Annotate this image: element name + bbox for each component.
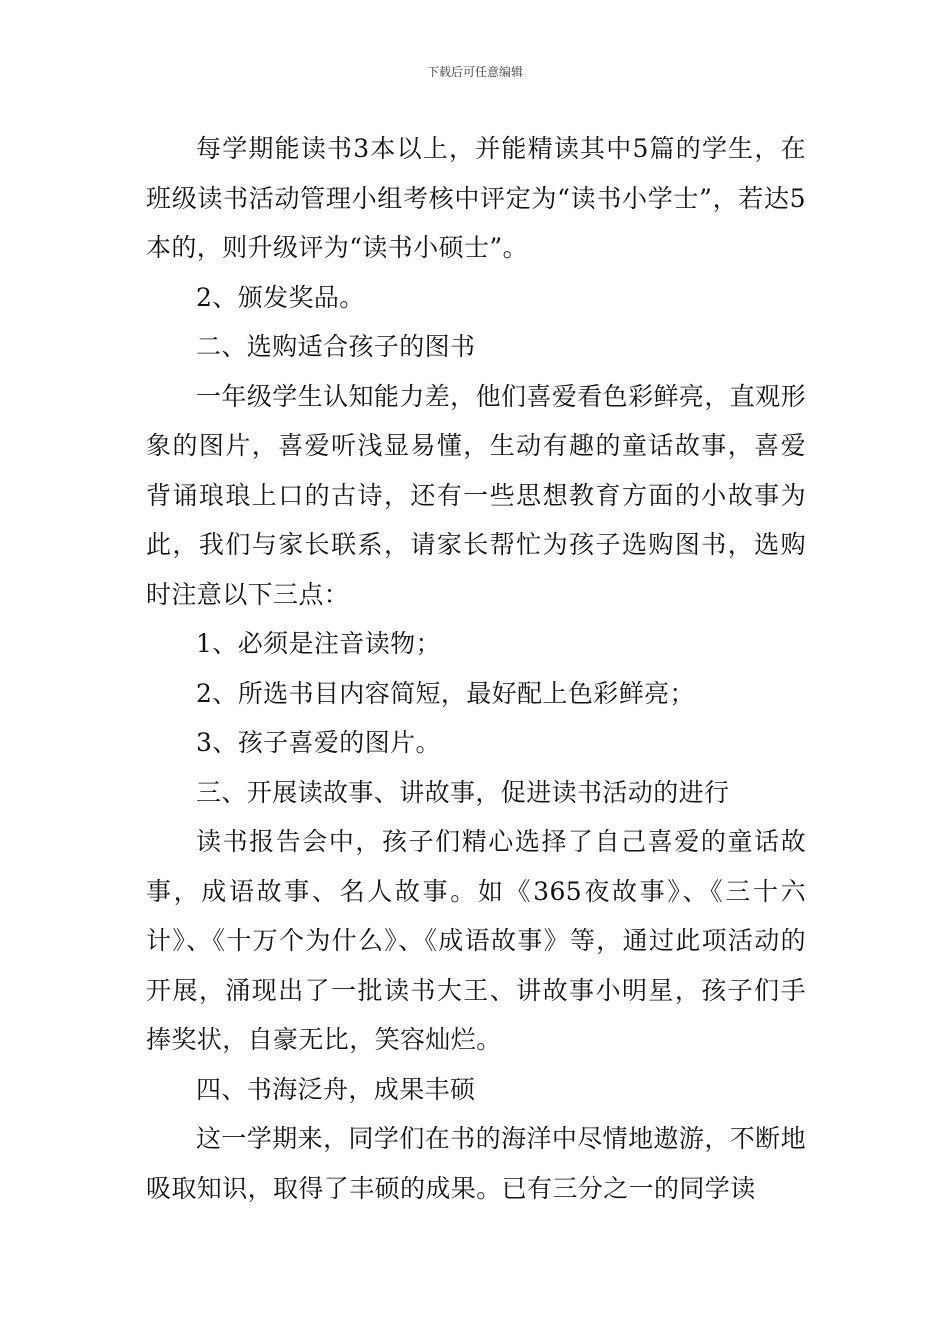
paragraph-first-grade-preferences: 一年级学生认知能力差，他们喜爱看色彩鲜亮，直观形象的图片，喜爱听浅显易懂，生动有趣的童话故事，喜爱背诵琅琅上口的古诗，还有一些思想教育方面的小故事为此，我们与家长联系，请家长帮忙为孩子选购图书，选购时注意以下三点： xyxy=(146,381,806,609)
paragraph-reading-award-criteria: 每学期能读书3本以上，并能精读其中5篇的学生，在班级读书活动管理小组考核中评定为“读书小学士”，若达5本的，则升级评为“读书小硕士”。 xyxy=(146,134,806,262)
section-heading-choose-books: 二、选购适合孩子的图书 xyxy=(196,332,476,361)
list-item-favorite-pictures: 3、孩子喜爱的图片。 xyxy=(196,728,441,757)
paragraph-reading-report: 读书报告会中，孩子们精心选择了自己喜爱的童话故事，成语故事、名人故事。如《365夜故事》、《三十六计》、《十万个为什么》、《成语故事》等，通过此项活动的开展，涌现出了一批读书大王、讲故事小明星，孩子们手捧奖状，自豪无比，笑容灿烂。 xyxy=(146,827,806,1054)
page-header: 下载后可任意编辑 xyxy=(426,65,523,79)
paragraph-semester-results: 这一学期来，同学们在书的海洋中尽情地遨游，不断地吸取知识，取得了丰硕的成果。已有三分之一的同学读 xyxy=(146,1124,806,1203)
list-item-phonetic-books: 1、必须是注音读物； xyxy=(196,629,441,658)
paragraph-award-prizes: 2、颁发奖品。 xyxy=(196,282,365,312)
section-heading-results: 四、书海泛舟，成果丰硕 xyxy=(196,1074,476,1104)
document-body xyxy=(146,124,806,1213)
list-item-short-content: 2、所选书目内容简短，最好配上色彩鲜亮； xyxy=(196,678,695,708)
section-heading-storytelling: 三、开展读故事、讲故事，促进读书活动的进行 xyxy=(196,777,730,807)
